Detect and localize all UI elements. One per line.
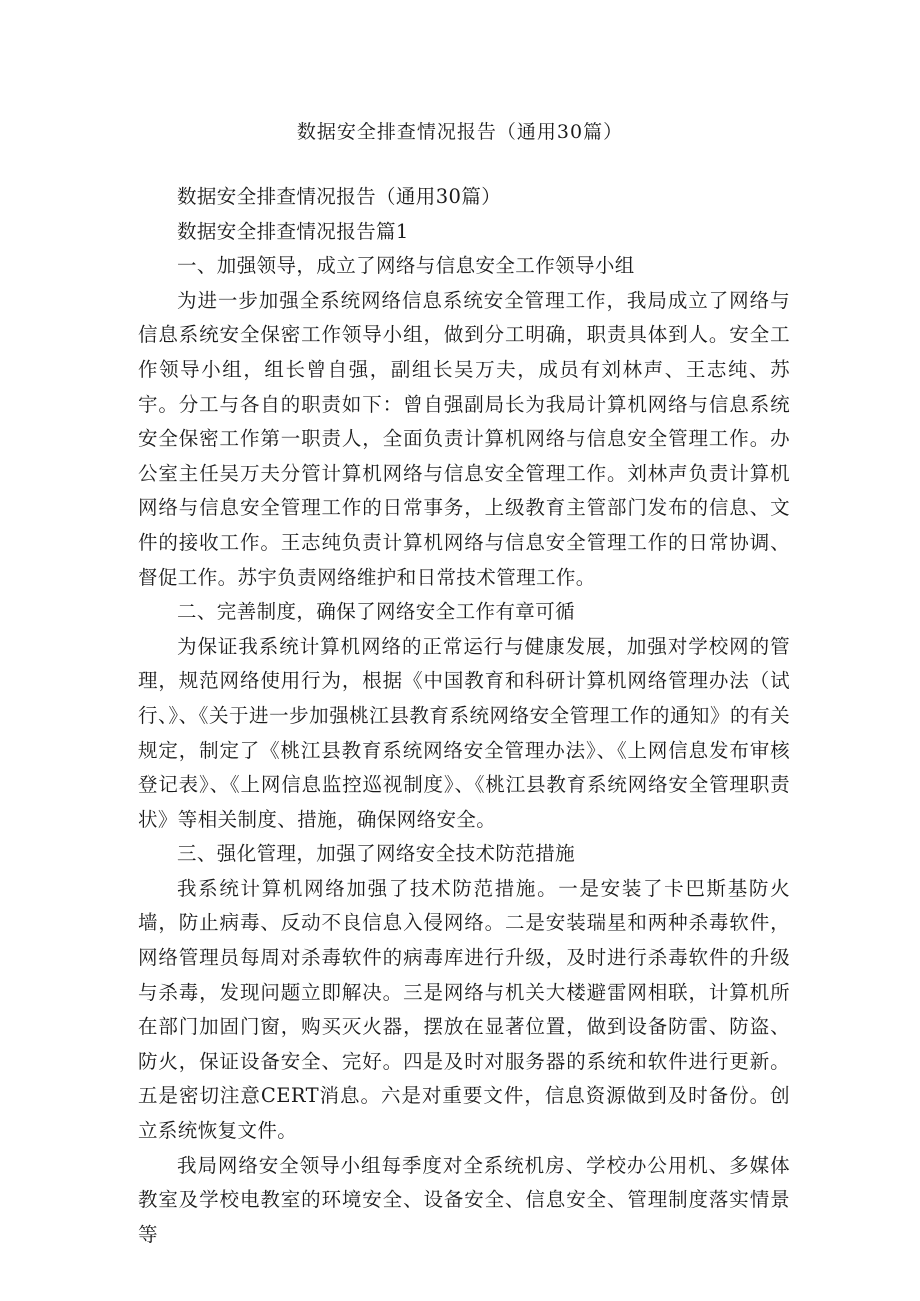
section-heading-chapter1: 数据安全排查情况报告篇1 [177, 219, 409, 243]
subtitle-paragraph: 数据安全排查情况报告（通用30篇） [177, 185, 502, 208]
body-paragraph: 为保证我系统计算机网络的正常运行与健康发展，加强对学校网的管理，规范网络使用行为，根据《中国教育和科研计算机网络管理办法（试行、》、《关于进一步加强桃江县教育系统网络安全管理工作的通知》的有关规定，制定了《桃江县教育系统网络安全管理办法》、《上网信息发布审核登记表》、《上网信息监控巡视制度》、《桃江县教育系统网络安全管理职责状》等相关制度、措施，确保网络安全。 [138, 634, 790, 831]
body-paragraph: 为进一步加强全系统网络信息系统安全管理工作，我局成立了网络与信息系统安全保密工作领导小组，做到分工明确，职责具体到人。安全工作领导小组，组长曾自强，副组长吴万夫，成员有刘林声、王志纯、苏宇。分工与各自的职责如下：曾自强副局长为我局计算机网络与信息系统安全保密工作第一职责人，全面负责计算机网络与信息安全管理工作。办公室主任吴万夫分管计算机网络与信息安全管理工作。刘林声负责计算机网络与信息安全管理工作的日常事务，上级教育主管部门发布的信息、文件的接收工作。王志纯负责计算机网络与信息安全管理工作的日常协调、督促工作。苏宇负责网络维护和日常技术管理工作。 [138, 288, 790, 589]
section-heading-1: 一、加强领导，成立了网络与信息安全工作领导小组 [177, 254, 635, 278]
section-heading-3: 三、强化管理，加强了网络安全技术防范措施 [177, 842, 576, 866]
document-body [138, 180, 790, 1252]
section-heading-2: 二、完善制度，确保了网络安全工作有章可循 [177, 600, 576, 624]
body-paragraph: 我系统计算机网络加强了技术防范措施。一是安装了卡巴斯基防火墙，防止病毒、反动不良信息入侵网络。二是安装瑞星和两种杀毒软件，网络管理员每周对杀毒软件的病毒库进行升级，及时进行杀毒软件的升级与杀毒，发现问题立即解决。三是网络与机关大楼避雷网相联，计算机所在部门加固门窗，购买灭火器，摆放在显著位置，做到设备防雷、防盗、防火，保证设备安全、完好。四是及时对服务器的系统和软件进行更新。五是密切注意CERT消息。六是对重要文件，信息资源做到及时备份。创立系统恢复文件。 [138, 876, 790, 1143]
document-title: 数据安全排查情况报告（通用30篇） [296, 121, 624, 143]
body-paragraph: 我局网络安全领导小组每季度对全系统机房、学校办公用机、多媒体教室及学校电教室的环境安全、设备安全、信息安全、管理制度落实情景等 [138, 1153, 790, 1246]
